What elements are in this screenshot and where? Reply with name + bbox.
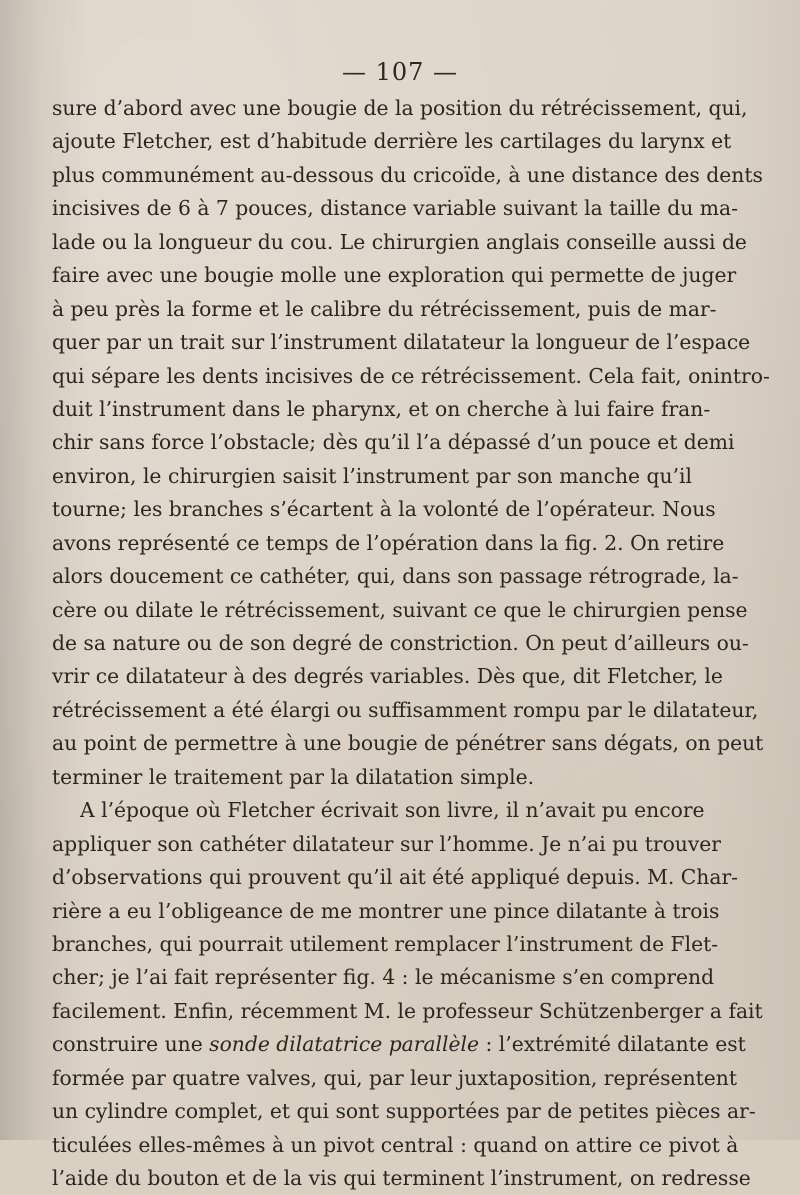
- text-line: environ, le chirurgien saisit l’instrument par son manche qu’il: [52, 463, 692, 488]
- text-line-with-italic: [52, 1028, 746, 1061]
- italic-term: sonde dilatatrice parallèle: [209, 1032, 480, 1057]
- text-line: à peu près la forme et le calibre du rétrécissement, puis de mar-: [52, 296, 717, 321]
- text-line: cère ou dilate le rétrécissement, suivant ce que le chirurgien pense: [52, 597, 748, 622]
- text-line: ticulées elles-mêmes à un pivot central : quand on attire ce pivot à: [52, 1132, 739, 1157]
- text-line: cher; je l’ai fait représenter fig. 4 : le mécanisme s’en comprend: [52, 965, 715, 990]
- text-line: vrir ce dilatateur à des degrés variables. Dès que, dit Fletcher, le: [52, 664, 723, 689]
- text-line: lade ou la longueur du cou. Le chirurgien anglais conseille aussi de: [52, 229, 747, 254]
- text-line: au point de permettre à une bougie de pénétrer sans dégats, on peut: [52, 731, 764, 756]
- text-line: appliquer son cathéter dilatateur sur l’homme. Je n’ai pu trouver: [52, 831, 722, 856]
- text-line: un cylindre complet, et qui sont supportées par de petites pièces ar-: [52, 1099, 756, 1124]
- text-line: tourne; les branches s’écartent à la volonté de l’opérateur. Nous: [52, 497, 716, 522]
- text-line: quer par un trait sur l’instrument dilatateur la longueur de l’espace: [52, 330, 751, 355]
- text-line: rétrécissement a été élargi ou suffisamment rompu par le dilatateur,: [52, 697, 759, 722]
- text-line: sure d’abord avec une bougie de la position du rétrécissement, qui,: [52, 96, 748, 120]
- text-line: faire avec une bougie molle une exploration qui permette de juger: [52, 263, 737, 288]
- body-text: [52, 92, 770, 1195]
- text-line: de sa nature ou de son degré de constriction. On peut d’ailleurs ou-: [52, 631, 749, 655]
- paragraph-end-line: terminer le traitement par la dilatation simple.: [52, 764, 535, 789]
- page-number: — 107 —: [341, 58, 459, 86]
- text-line: avons représenté ce temps de l’opération dans la fig. 2. On retire: [52, 530, 725, 555]
- text-line: plus communément au-dessous du cricoïde, à une distance des dents: [52, 162, 763, 187]
- text-segment: : l’extrémité dilatante est: [479, 1032, 746, 1057]
- text-line: qui sépare les dents incisives de ce rétrécissement. Cela fait, onintro-: [52, 363, 770, 388]
- text-line: rière a eu l’obligeance de me montrer une pince dilatante à trois: [52, 898, 720, 923]
- text-line: chir sans force l’obstacle; dès qu’il l’a dépassé d’un pouce et demi: [52, 430, 735, 455]
- text-line: d’observations qui prouvent qu’il ait été appliqué depuis. M. Char-: [52, 865, 738, 890]
- text-line: facilement. Enfin, récemment M. le professeur Schützenberger a fait: [52, 998, 763, 1023]
- text-line: alors doucement ce cathéter, qui, dans son passage rétrograde, la-: [52, 564, 739, 589]
- paragraph-start-line: A l’époque où Fletcher écrivait son livre, il n’avait pu encore: [80, 798, 705, 823]
- text-line: l’aide du bouton et de la vis qui terminent l’instrument, on redresse: [52, 1166, 751, 1190]
- text-line: formée par quatre valves, qui, par leur juxtaposition, représentent: [52, 1065, 738, 1090]
- text-segment: construire une: [52, 1032, 210, 1057]
- text-line: branches, qui pourrait utilement remplacer l’instrument de Flet-: [52, 931, 719, 956]
- text-line: duit l’instrument dans le pharynx, et on cherche à lui faire fran-: [52, 396, 711, 421]
- text-line: incisives de 6 à 7 pouces, distance variable suivant la taille du ma-: [52, 196, 738, 221]
- text-line: ajoute Fletcher, est d’habitude derrière les cartilages du larynx et: [52, 129, 732, 154]
